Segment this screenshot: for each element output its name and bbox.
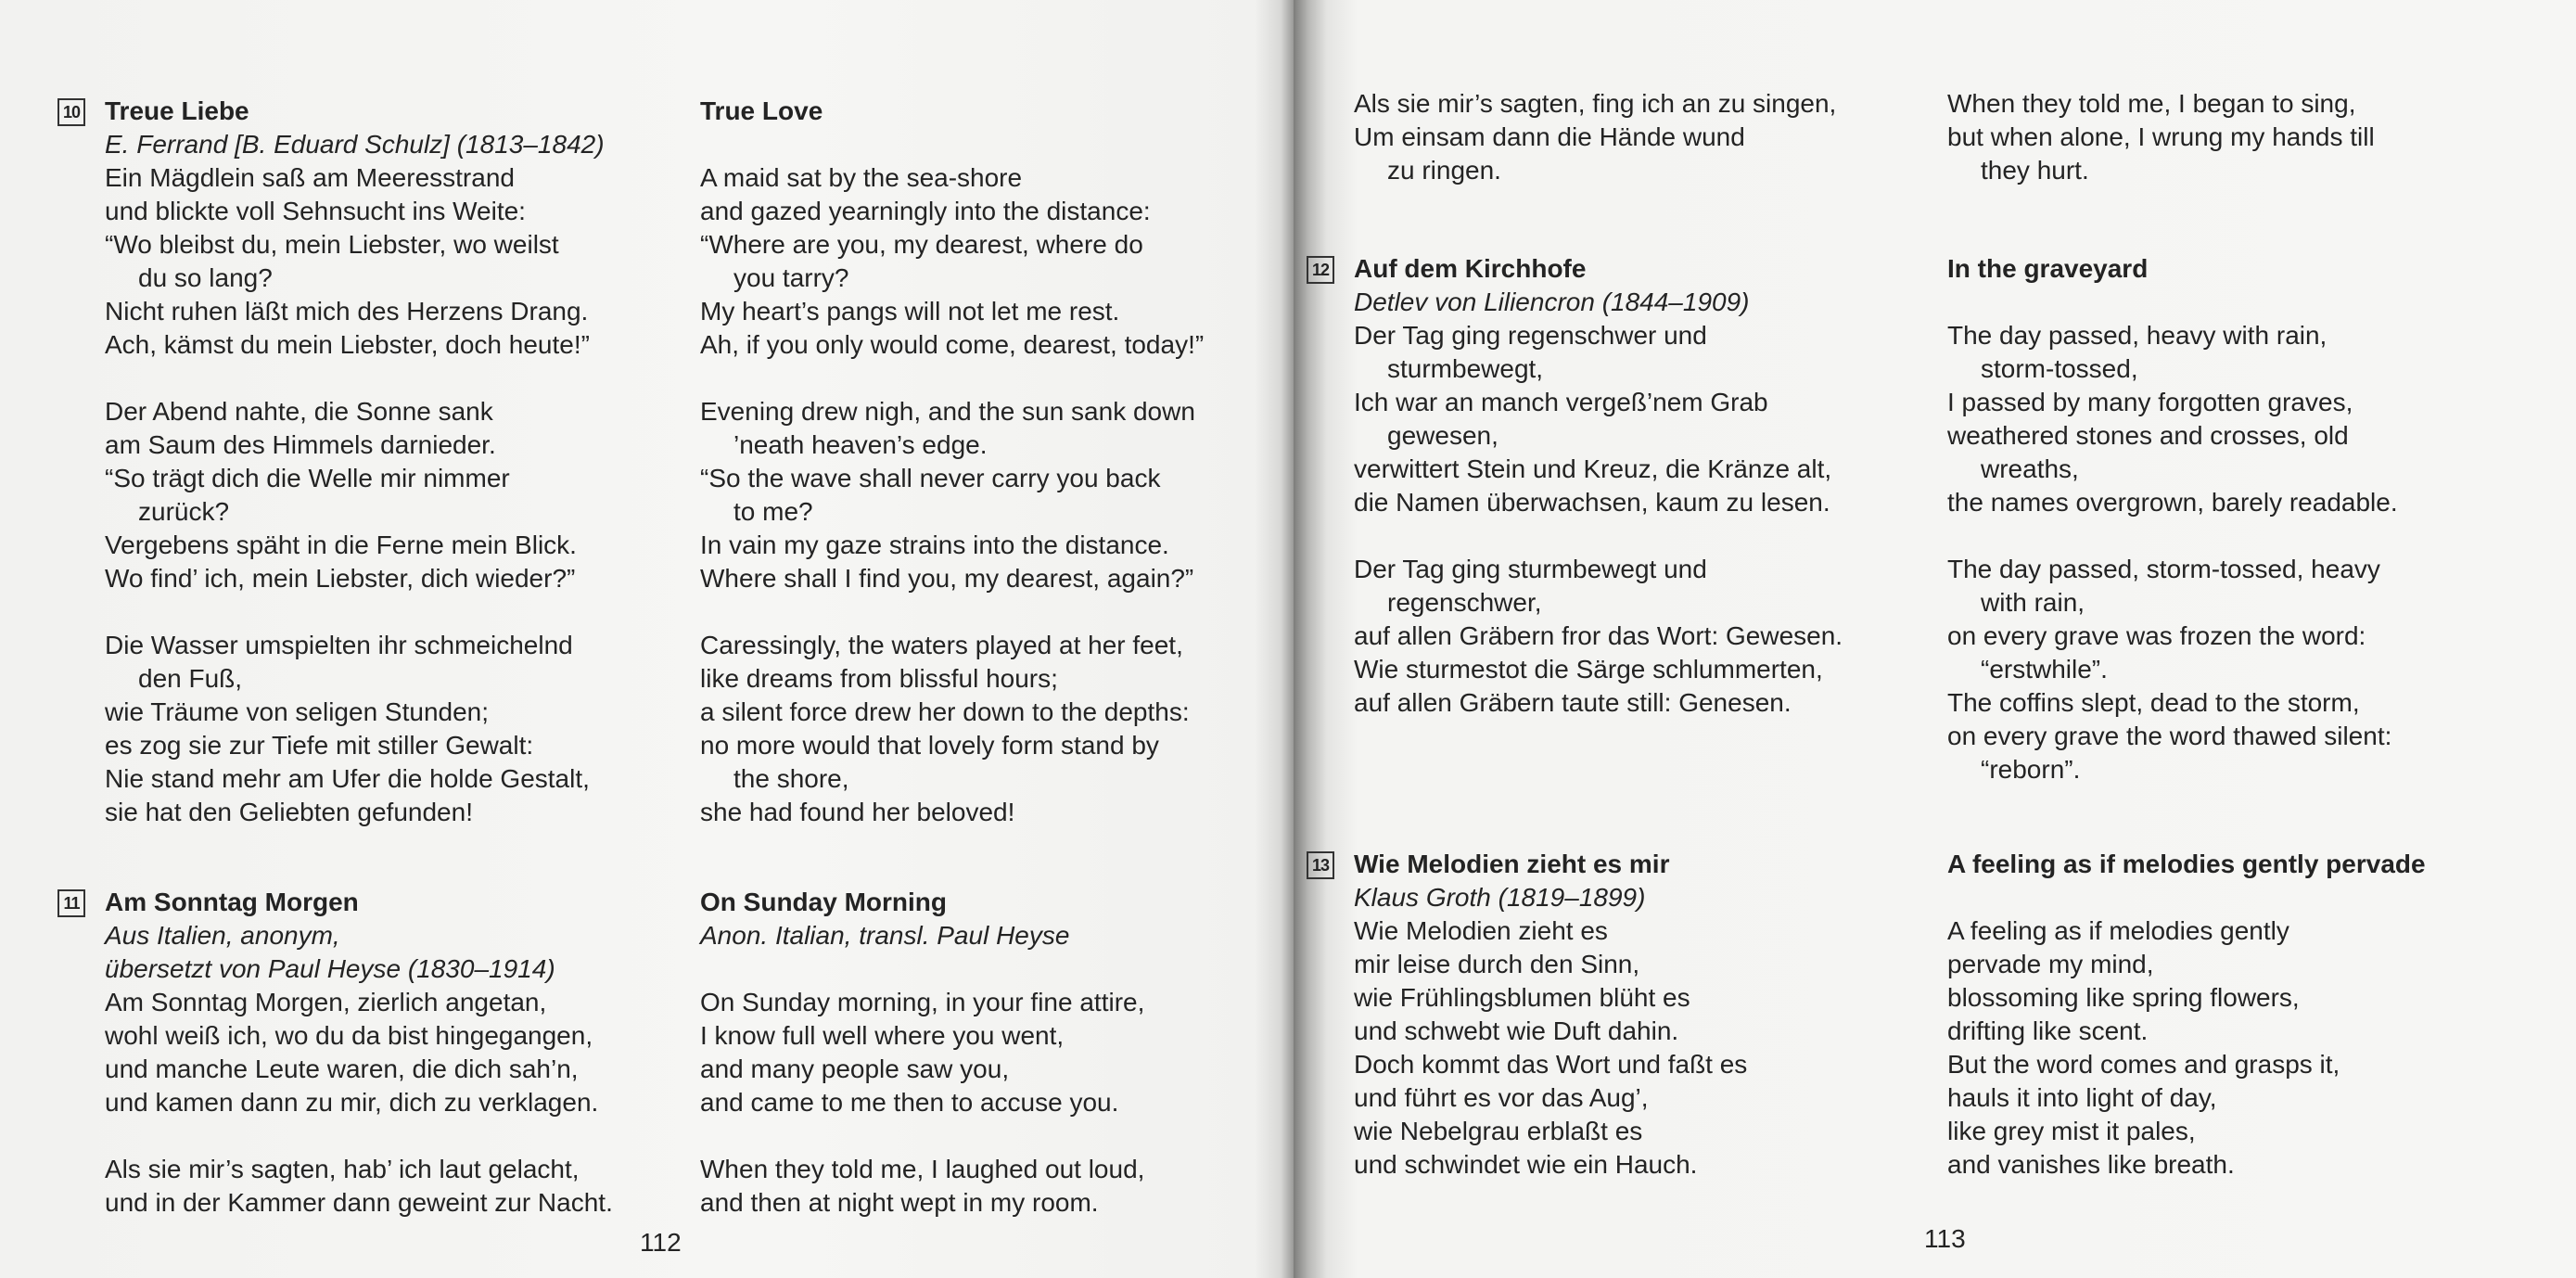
verse-line: Caressingly, the waters played at her feet, bbox=[700, 631, 1183, 659]
stanza bbox=[1947, 914, 2541, 1182]
verse-line: und schwindet wie ein Hauch. bbox=[1354, 1150, 1698, 1179]
verse-line: auf allen Gräbern taute still: Genesen. bbox=[1354, 688, 1792, 717]
stanza bbox=[700, 986, 1275, 1119]
german-title: Treue Liebe bbox=[105, 96, 249, 125]
author-line: Anon. Italian, transl. Paul Heyse bbox=[700, 921, 1070, 950]
verse-line: and many people saw you, bbox=[700, 1054, 1010, 1083]
verse-line: The coffins slept, dead to the storm, bbox=[1947, 688, 2360, 717]
verse-line: zurück? bbox=[138, 497, 230, 526]
translation-credit bbox=[700, 919, 1275, 986]
verse-line: Vergebens späht in die Ferne mein Blick. bbox=[105, 530, 577, 559]
verse-line: but when alone, I wrung my hands till bbox=[1947, 122, 2375, 151]
verse-line: The day passed, storm-tossed, heavy bbox=[1947, 555, 2380, 583]
verse-line: ’neath heaven’s edge. bbox=[733, 430, 988, 459]
translation-credit bbox=[1947, 286, 2541, 319]
stanza bbox=[105, 1153, 700, 1220]
verse-line: you tarry? bbox=[733, 263, 849, 292]
verse-line: A feeling as if melodies gently bbox=[1947, 916, 2289, 945]
english-translation bbox=[700, 161, 1275, 829]
english-translation bbox=[1947, 914, 2541, 1182]
verse-line: verwittert Stein und Kreuz, die Kränze alt, bbox=[1354, 454, 1832, 483]
verse-line: But the word comes and grasps it, bbox=[1947, 1050, 2340, 1079]
german-text bbox=[1354, 87, 1947, 187]
author-line: Klaus Groth (1819–1899) bbox=[1354, 883, 1646, 912]
stanza bbox=[105, 395, 700, 595]
verse-line: The day passed, heavy with rain, bbox=[1947, 321, 2327, 350]
author-credit bbox=[105, 128, 700, 161]
author-line: Detlev von Liliencron (1844–1909) bbox=[1354, 288, 1750, 316]
verse-line: When they told me, I laughed out loud, bbox=[700, 1155, 1145, 1183]
stanza bbox=[105, 986, 700, 1119]
author-credit bbox=[105, 919, 700, 986]
english-title: On Sunday Morning bbox=[700, 888, 947, 916]
stanza bbox=[1354, 914, 1947, 1182]
verse-line: drifting like scent. bbox=[1947, 1016, 2149, 1045]
poem-section bbox=[62, 95, 1275, 829]
verse-line: Doch kommt das Wort und faßt es bbox=[1354, 1050, 1748, 1079]
german-text bbox=[1354, 319, 1947, 786]
verse-line: Wo find’ ich, mein Liebster, dich wieder?” bbox=[105, 564, 576, 593]
verse-line: “Wo bleibst du, mein Liebster, wo weilst bbox=[105, 230, 559, 259]
stanza bbox=[700, 629, 1275, 829]
author-line: E. Ferrand [B. Eduard Schulz] (1813–1842) bbox=[105, 130, 605, 159]
verse-line: a silent force drew her down to the depths: bbox=[700, 697, 1190, 726]
verse-line: die Namen überwachsen, kaum zu lesen. bbox=[1354, 488, 1830, 517]
verse-line: und kamen dann zu mir, dich zu verklagen. bbox=[105, 1088, 599, 1117]
verse-line: the shore, bbox=[733, 764, 849, 793]
poem-section bbox=[63, 886, 1275, 1220]
verse-line: she had found her beloved! bbox=[700, 798, 1015, 826]
verse-line: “So trägt dich die Welle mir nimmer bbox=[105, 464, 510, 492]
verse-line: hauls it into light of day, bbox=[1947, 1083, 2217, 1112]
verse-line: wreaths, bbox=[1981, 454, 2079, 483]
verse-line: wie Nebelgrau erblaßt es bbox=[1354, 1117, 1643, 1145]
verse-line: und in der Kammer dann geweint zur Nacht. bbox=[105, 1188, 613, 1217]
verse-line: Where shall I find you, my dearest, again?” bbox=[700, 564, 1194, 593]
german-text bbox=[105, 161, 700, 829]
verse-line: sturmbewegt, bbox=[1387, 354, 1544, 383]
verse-line: “So the wave shall never carry you back bbox=[700, 464, 1161, 492]
page-number: 112 bbox=[640, 1228, 682, 1257]
verse-line: Ach, kämst du mein Liebster, doch heute!” bbox=[105, 330, 590, 359]
author-credit bbox=[1354, 286, 1947, 319]
verse-line: Der Tag ging sturmbewegt und bbox=[1354, 555, 1707, 583]
german-text bbox=[1354, 914, 1947, 1182]
verse-line: mir leise durch den Sinn, bbox=[1354, 950, 1640, 978]
stanza bbox=[1354, 319, 1947, 519]
verse-line: and vanishes like breath. bbox=[1947, 1150, 2235, 1179]
verse-line: Als sie mir’s sagten, hab’ ich laut gelacht, bbox=[105, 1155, 580, 1183]
verse-line: On Sunday morning, in your fine attire, bbox=[700, 988, 1145, 1016]
verse-line: I passed by many forgotten graves, bbox=[1947, 388, 2353, 416]
verse-line: wohl weiß ich, wo du da bist hingegangen, bbox=[105, 1021, 593, 1050]
translation-credit bbox=[700, 128, 1275, 161]
stanza bbox=[700, 161, 1275, 362]
german-title: Auf dem Kirchhofe bbox=[1354, 254, 1587, 283]
verse-line: with rain, bbox=[1981, 588, 2085, 617]
page-number: 113 bbox=[1924, 1224, 1966, 1253]
verse-line: like grey mist it pales, bbox=[1947, 1117, 2196, 1145]
verse-line: Die Wasser umspielten ihr schmeichelnd bbox=[105, 631, 573, 659]
german-text bbox=[105, 986, 700, 1220]
verse-line: In vain my gaze strains into the distance. bbox=[700, 530, 1169, 559]
stanza bbox=[1354, 553, 1947, 720]
track-number-box: 10 bbox=[57, 98, 85, 126]
track-number-box: 13 bbox=[1307, 851, 1334, 879]
verse-line: on every grave the word thawed silent: bbox=[1947, 722, 2392, 750]
verse-line: wie Frühlingsblumen blüht es bbox=[1354, 983, 1690, 1012]
verse-line: Ein Mägdlein saß am Meeresstrand bbox=[105, 163, 515, 192]
verse-line: und schwebt wie Duft dahin. bbox=[1354, 1016, 1679, 1045]
verse-line: Ah, if you only would come, dearest, today!” bbox=[700, 330, 1205, 359]
poem-section bbox=[1311, 252, 2541, 786]
verse-line: Wie sturmestot die Särge schlummerten, bbox=[1354, 655, 1823, 684]
english-translation bbox=[1947, 87, 2522, 187]
poem-section bbox=[1354, 87, 2522, 187]
stanza bbox=[1947, 553, 2541, 786]
verse-line: I know full well where you went, bbox=[700, 1021, 1065, 1050]
verse-line: pervade my mind, bbox=[1947, 950, 2154, 978]
verse-line: es zog sie zur Tiefe mit stiller Gewalt: bbox=[105, 731, 534, 760]
verse-line: Wie Melodien zieht es bbox=[1354, 916, 1608, 945]
verse-line: den Fuß, bbox=[138, 664, 243, 693]
english-title: True Love bbox=[700, 96, 823, 125]
verse-line: wie Träume von seligen Stunden; bbox=[105, 697, 490, 726]
verse-line: du so lang? bbox=[138, 263, 273, 292]
verse-line: Evening drew nigh, and the sun sank down bbox=[700, 397, 1195, 426]
stanza bbox=[700, 395, 1275, 595]
verse-line: A maid sat by the sea-shore bbox=[700, 163, 1023, 192]
verse-line: Der Abend nahte, die Sonne sank bbox=[105, 397, 493, 426]
verse-line: “reborn”. bbox=[1981, 755, 2081, 784]
verse-line: on every grave was frozen the word: bbox=[1947, 621, 2366, 650]
verse-line: Der Tag ging regenschwer und bbox=[1354, 321, 1707, 350]
verse-line: the names overgrown, barely readable. bbox=[1947, 488, 2398, 517]
german-title: Wie Melodien zieht es mir bbox=[1354, 850, 1670, 878]
verse-line: Um einsam dann die Hände wund bbox=[1354, 122, 1745, 151]
verse-line: “Where are you, my dearest, where do bbox=[700, 230, 1143, 259]
right-page-113 bbox=[1294, 0, 2576, 1278]
verse-line: Nicht ruhen läßt mich des Herzens Drang. bbox=[105, 297, 589, 326]
author-line: übersetzt von Paul Heyse (1830–1914) bbox=[105, 954, 555, 983]
stanza bbox=[105, 161, 700, 362]
stanza bbox=[1354, 87, 1947, 187]
verse-line: regenschwer, bbox=[1387, 588, 1542, 617]
verse-line: und führt es vor das Aug’, bbox=[1354, 1083, 1649, 1112]
verse-line: zu ringen. bbox=[1387, 156, 1501, 185]
verse-line: and came to me then to accuse you. bbox=[700, 1088, 1119, 1117]
verse-line: Ich war an manch vergeß’nem Grab bbox=[1354, 388, 1768, 416]
poem-section bbox=[1311, 848, 2541, 1182]
verse-line: und blickte voll Sehnsucht ins Weite: bbox=[105, 197, 526, 225]
author-line: Aus Italien, anonym, bbox=[105, 921, 340, 950]
verse-line: they hurt. bbox=[1981, 156, 2089, 185]
stanza bbox=[1947, 87, 2522, 187]
verse-line: sie hat den Geliebten gefunden! bbox=[105, 798, 473, 826]
verse-line: am Saum des Himmels darnieder. bbox=[105, 430, 496, 459]
english-title: A feeling as if melodies gently pervade bbox=[1947, 850, 2426, 878]
verse-line: no more would that lovely form stand by bbox=[700, 731, 1159, 760]
track-number-box: 11 bbox=[57, 889, 85, 917]
verse-line: storm-tossed, bbox=[1981, 354, 2138, 383]
english-translation bbox=[700, 986, 1275, 1220]
verse-line: weathered stones and crosses, old bbox=[1947, 421, 2349, 450]
verse-line: Als sie mir’s sagten, fing ich an zu singen, bbox=[1354, 89, 1837, 118]
verse-line: to me? bbox=[733, 497, 813, 526]
english-title: In the graveyard bbox=[1947, 254, 2149, 283]
verse-line: and gazed yearningly into the distance: bbox=[700, 197, 1151, 225]
verse-line: auf allen Gräbern fror das Wort: Gewesen. bbox=[1354, 621, 1843, 650]
author-credit bbox=[1354, 881, 1947, 914]
verse-line: gewesen, bbox=[1387, 421, 1498, 450]
verse-line: blossoming like spring flowers, bbox=[1947, 983, 2300, 1012]
english-translation bbox=[1947, 319, 2541, 786]
track-number-box: 12 bbox=[1307, 256, 1334, 284]
german-title: Am Sonntag Morgen bbox=[105, 888, 359, 916]
stanza bbox=[1947, 319, 2541, 519]
translation-credit bbox=[1947, 881, 2541, 914]
verse-line: und manche Leute waren, die dich sah’n, bbox=[105, 1054, 579, 1083]
verse-line: Am Sonntag Morgen, zierlich angetan, bbox=[105, 988, 547, 1016]
verse-line: “erstwhile”. bbox=[1981, 655, 2108, 684]
verse-line: like dreams from blissful hours; bbox=[700, 664, 1058, 693]
verse-line: and then at night wept in my room. bbox=[700, 1188, 1099, 1217]
verse-line: Nie stand mehr am Ufer die holde Gestalt, bbox=[105, 764, 590, 793]
verse-line: My heart’s pangs will not let me rest. bbox=[700, 297, 1120, 326]
verse-line: When they told me, I began to sing, bbox=[1947, 89, 2356, 118]
stanza bbox=[700, 1153, 1275, 1220]
stanza bbox=[105, 629, 700, 829]
